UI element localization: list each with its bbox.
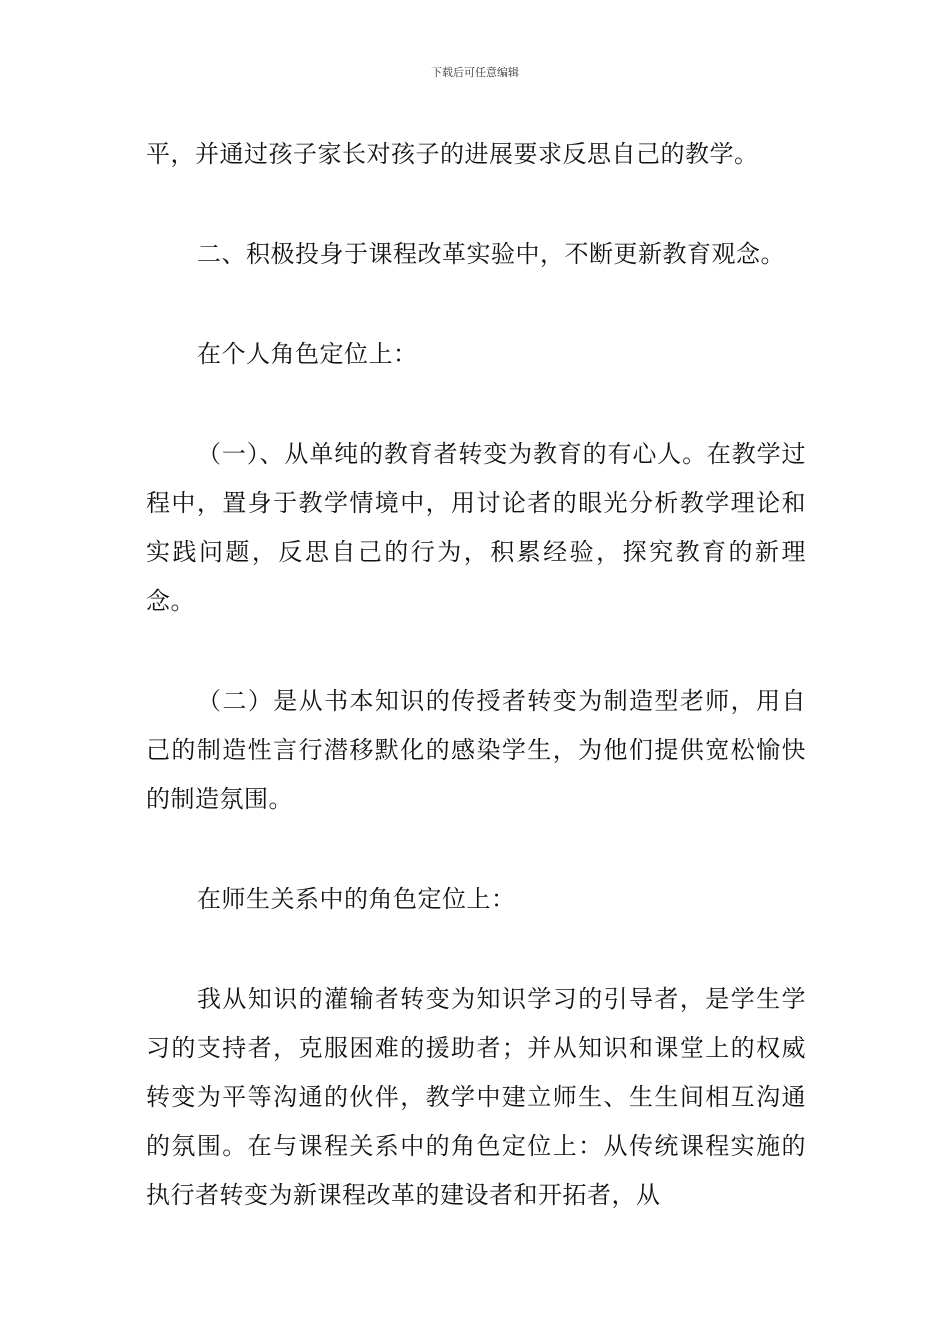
paragraph-teacher-student-role: 在师生关系中的角色定位上： (197, 885, 516, 913)
paragraph-role-change: 我从知识的灌输者转变为知识学习的引导者，是学生学习的支持者，克服困难的援助者；并从知识和课堂上的权威转变为平等沟通的伙伴，教学中建立师生、生生间相互沟通的氛围。在与课程关系中的角色定位上：从传统课程实施的执行者转变为新课程改革的建设者和开拓者，从 (146, 985, 806, 1209)
paragraph-item-1: （一）、从单纯的教育者转变为教育的有心人。在教学过程中，置身于教学情境中，用讨论者的眼光分析教学理论和实践问题，反思自己的行为，积累经验，探究教育的新理念。 (146, 440, 806, 615)
document-body (146, 130, 806, 1220)
page-header: 下载后可任意编辑 (431, 66, 519, 79)
section-heading-2: 二、积极投身于课程改革实验中，不断更新教育观念。 (197, 240, 785, 268)
paragraph-personal-role: 在个人角色定位上： (197, 340, 418, 368)
paragraph-item-2: （二）是从书本知识的传授者转变为制造型老师，用自己的制造性言行潜移默化的感染学生，为他们提供宽松愉快的制造氛围。 (146, 687, 806, 813)
paragraph-continuation: 平，并通过孩子家长对孩子的进展要求反思自己的教学。 (146, 140, 759, 168)
